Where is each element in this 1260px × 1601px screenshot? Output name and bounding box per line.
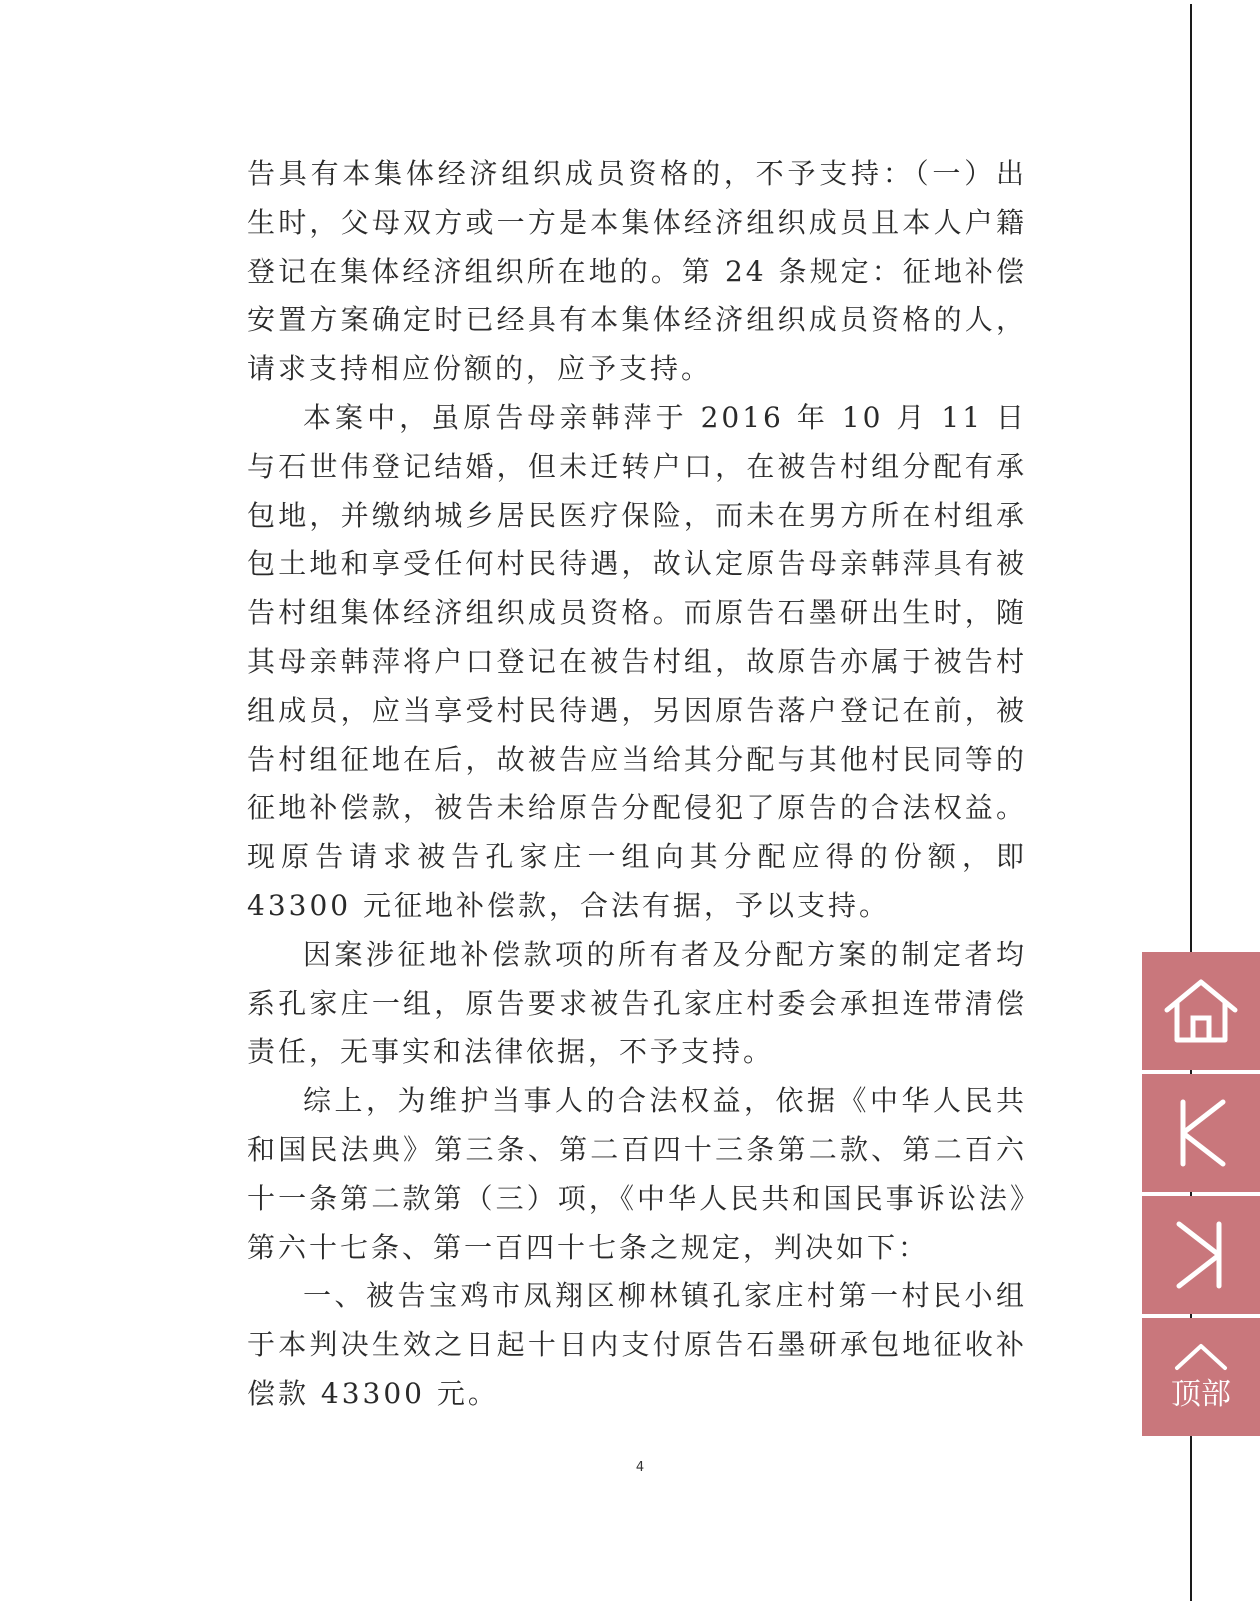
- next-page-button[interactable]: [1142, 1196, 1260, 1314]
- back-to-top-button[interactable]: [1142, 1318, 1260, 1436]
- document-body: [247, 150, 1027, 1419]
- paragraph-2: 本案中，虽原告母亲韩萍于 2016 年 10 月 11 日与石世伟登记结婚，但未迁转户口，在被告村组分配有承包地，并缴纳城乡居民医疗保险，而未在男方所在村组承包土地和享受任何村民待遇，故认定原告母亲韩萍具有被告村组集体经济组织成员资格。而原告石墨研出生时，随其母亲韩萍将户口登记在被告村组，故原告亦属于被告村组成员，应当享受村民待遇，另因原告落户登记在前，被告村组征地在后，故被告应当给其分配与其他村民同等的征地补偿款，被告未给原告分配侵犯了原告的合法权益。现原告请求被告孔家庄一组向其分配应得的份额，即 43300 元征地补偿款，合法有据，予以支持。: [247, 400, 1027, 922]
- chevron-up-icon: [1173, 1342, 1229, 1372]
- prev-page-icon: [1171, 1098, 1231, 1168]
- home-button[interactable]: [1142, 952, 1260, 1070]
- floating-nav-panel: [1142, 952, 1260, 1440]
- home-icon: [1163, 976, 1239, 1046]
- back-to-top-label: 顶部: [1171, 1377, 1231, 1412]
- page-number: 4: [635, 1460, 645, 1475]
- paragraph-3: 因案涉征地补偿款项的所有者及分配方案的制定者均系孔家庄一组，原告要求被告孔家庄村委会承担连带清偿责任，无事实和法律依据，不予支持。: [247, 937, 1027, 1069]
- paragraph-4: 综上，为维护当事人的合法权益，依据《中华人民共和国民法典》第三条、第二百四十三条第二款、第二百六十一条第二款第（三）项，《中华人民共和国民事诉讼法》第六十七条、第一百四十七条之规定，判决如下：: [247, 1084, 1027, 1264]
- next-page-icon: [1171, 1220, 1231, 1290]
- prev-page-button[interactable]: [1142, 1074, 1260, 1192]
- paragraph-1: 告具有本集体经济组织成员资格的，不予支持：（一）出生时，父母双方或一方是本集体经济组织成员且本人户籍登记在集体经济组织所在地的。第 24 条规定：征地补偿安置方案确定时已经具有本集体经济组织成员资格的人，请求支持相应份额的，应予支持。: [247, 157, 1027, 386]
- paragraph-5: 一、被告宝鸡市凤翔区柳林镇孔家庄村第一村民小组于本判决生效之日起十日内支付原告石墨研承包地征收补偿款 43300 元。: [247, 1279, 1027, 1410]
